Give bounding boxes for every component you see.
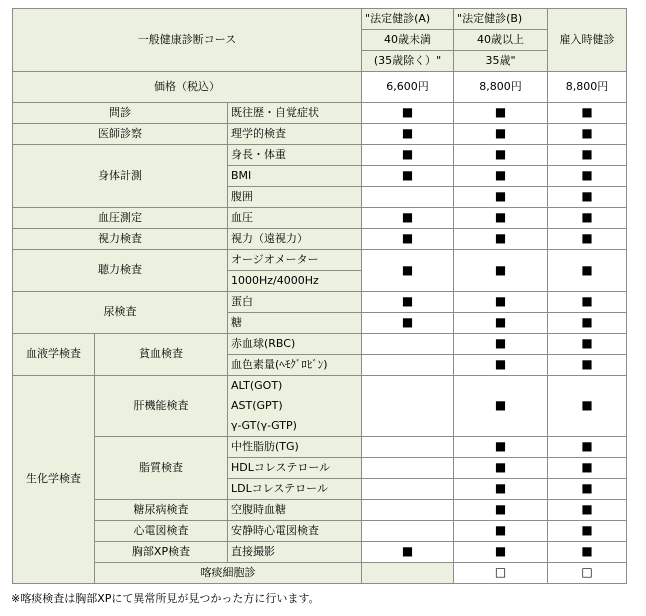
mark-c: ■ xyxy=(548,292,627,313)
price-c: 8,800円 xyxy=(548,72,627,103)
mark-b: ■ xyxy=(454,208,548,229)
table-row xyxy=(13,437,627,458)
mark-c: ■ xyxy=(548,103,627,124)
mark-b: ■ xyxy=(454,124,548,145)
col-a-line3: (35歳除く）" xyxy=(362,51,454,72)
mark-a xyxy=(362,355,454,376)
mark-c: ■ xyxy=(548,542,627,563)
item-cell: 空腹時血糖 xyxy=(228,500,362,521)
item-cell: 理学的検査 xyxy=(228,124,362,145)
price-a: 6,600円 xyxy=(362,72,454,103)
mark-b: ■ xyxy=(454,103,548,124)
item-cell: 既往歴・自覚症状 xyxy=(228,103,362,124)
table-row xyxy=(13,563,627,584)
item-cell: 中性脂肪(TG) xyxy=(228,437,362,458)
item-cell: 腹囲 xyxy=(228,187,362,208)
mark-b: ■ xyxy=(454,334,548,355)
mark-a xyxy=(362,521,454,542)
category-cell: 医師診察 xyxy=(13,124,228,145)
mark-c: ■ xyxy=(548,437,627,458)
item-cell: γ-GT(γ-GTP) xyxy=(228,416,362,437)
mark-b: ■ xyxy=(454,145,548,166)
checkup-course-table xyxy=(12,8,627,584)
table-row xyxy=(13,103,627,124)
item-cell: 赤血球(RBC) xyxy=(228,334,362,355)
category-cell: 貧血検査 xyxy=(95,334,228,376)
item-cell: 血圧 xyxy=(228,208,362,229)
mark-b: ■ xyxy=(454,521,548,542)
mark-b: ■ xyxy=(454,187,548,208)
header-row-1 xyxy=(13,9,627,30)
footnote: ※喀痰検査は胸部XPにて異常所見が見つかった方に行います。 xyxy=(11,592,320,605)
col-a-line1: "法定健診(A) xyxy=(362,9,454,30)
mark-a xyxy=(362,187,454,208)
mark-a xyxy=(362,500,454,521)
category-cell: 胸部XP検査 xyxy=(95,542,228,563)
mark-b: ■ xyxy=(454,479,548,500)
mark-a: ■ xyxy=(362,166,454,187)
col-b-line1: "法定健診(B) xyxy=(454,9,548,30)
mark-b: ■ xyxy=(454,437,548,458)
mark-c: ■ xyxy=(548,500,627,521)
mark-a xyxy=(362,437,454,458)
mark-b: ■ xyxy=(454,229,548,250)
item-cell: AST(GPT) xyxy=(228,396,362,416)
mark-c: ■ xyxy=(548,479,627,500)
mark-c: ■ xyxy=(548,376,627,437)
table-row xyxy=(13,500,627,521)
group-cell: 生化学検査 xyxy=(13,376,95,584)
item-cell: 視力（遠視力） xyxy=(228,229,362,250)
item-cell: 血色素量(ﾍﾓｸﾞﾛﾋﾞﾝ) xyxy=(228,355,362,376)
price-label: 価格（税込） xyxy=(13,72,362,103)
mark-c: ■ xyxy=(548,355,627,376)
item-cell: オージオメーター xyxy=(228,250,362,271)
item-cell: HDLコレステロール xyxy=(228,458,362,479)
mark-b: ■ xyxy=(454,166,548,187)
mark-c: ■ xyxy=(548,250,627,292)
item-cell: ALT(GOT) xyxy=(228,376,362,397)
mark-a xyxy=(362,334,454,355)
group-cell: 血液学検査 xyxy=(13,334,95,376)
category-cell: 尿検査 xyxy=(13,292,228,334)
mark-b: ■ xyxy=(454,292,548,313)
mark-b: ■ xyxy=(454,376,548,437)
table-row xyxy=(13,334,627,355)
mark-a: ■ xyxy=(362,292,454,313)
price-b: 8,800円 xyxy=(454,72,548,103)
col-b-line2: 40歳以上 xyxy=(454,30,548,51)
item-cell: LDLコレステロール xyxy=(228,479,362,500)
item-cell: 1000Hz/4000Hz xyxy=(228,271,362,292)
mark-b: □ xyxy=(548,563,627,584)
mark-b: ■ xyxy=(454,542,548,563)
category-cell: 喀痰細胞診 xyxy=(95,563,362,584)
item-cell: 身長・体重 xyxy=(228,145,362,166)
price-row xyxy=(13,72,627,103)
col-a-line2: 40歳未満 xyxy=(362,30,454,51)
mark-b: ■ xyxy=(454,313,548,334)
mark-c: ■ xyxy=(548,145,627,166)
mark-c: ■ xyxy=(548,229,627,250)
mark-c: ■ xyxy=(548,334,627,355)
col-c-header: 雇入時健診 xyxy=(548,9,627,72)
item-cell: 直接撮影 xyxy=(228,542,362,563)
item-cell: 蛋白 xyxy=(228,292,362,313)
mark-a: ■ xyxy=(362,208,454,229)
mark-c: ■ xyxy=(548,313,627,334)
category-cell: 脂質検査 xyxy=(95,437,228,500)
category-cell: 身体計測 xyxy=(13,145,228,208)
col-b-line3: 35歳" xyxy=(454,51,548,72)
mark-c: ■ xyxy=(548,458,627,479)
table-row xyxy=(13,250,627,271)
table-row xyxy=(13,229,627,250)
mark-b: ■ xyxy=(454,500,548,521)
mark-c: ■ xyxy=(548,124,627,145)
mark-c: ■ xyxy=(548,166,627,187)
table-row xyxy=(13,521,627,542)
table-row xyxy=(13,124,627,145)
mark-a: ■ xyxy=(362,229,454,250)
table-row xyxy=(13,376,627,397)
item-cell: 糖 xyxy=(228,313,362,334)
category-cell: 肝機能検査 xyxy=(95,376,228,437)
item-cell: 安静時心電図検査 xyxy=(228,521,362,542)
table-row xyxy=(13,292,627,313)
mark-c: ■ xyxy=(548,208,627,229)
category-cell: 聴力検査 xyxy=(13,250,228,292)
mark-a xyxy=(362,458,454,479)
table-row xyxy=(13,208,627,229)
category-cell: 心電図検査 xyxy=(95,521,228,542)
mark-a: ■ xyxy=(362,124,454,145)
mark-c: ■ xyxy=(548,521,627,542)
mark-a: ■ xyxy=(362,250,454,292)
category-cell: 血圧測定 xyxy=(13,208,228,229)
table-row xyxy=(13,542,627,563)
mark-a xyxy=(362,376,454,437)
mark-a: ■ xyxy=(362,145,454,166)
mark-b: ■ xyxy=(454,250,548,292)
mark-c: ■ xyxy=(548,187,627,208)
mark-a: ■ xyxy=(362,542,454,563)
mark-a xyxy=(362,479,454,500)
item-cell xyxy=(362,563,454,584)
mark-b: ■ xyxy=(454,355,548,376)
course-title: 一般健康診断コース xyxy=(13,9,362,72)
category-cell: 糖尿病検査 xyxy=(95,500,228,521)
table-row xyxy=(13,145,627,166)
category-cell: 問診 xyxy=(13,103,228,124)
mark-a: ■ xyxy=(362,313,454,334)
mark-a: □ xyxy=(454,563,548,584)
item-cell: BMI xyxy=(228,166,362,187)
category-cell: 視力検査 xyxy=(13,229,228,250)
mark-b: ■ xyxy=(454,458,548,479)
mark-a: ■ xyxy=(362,103,454,124)
